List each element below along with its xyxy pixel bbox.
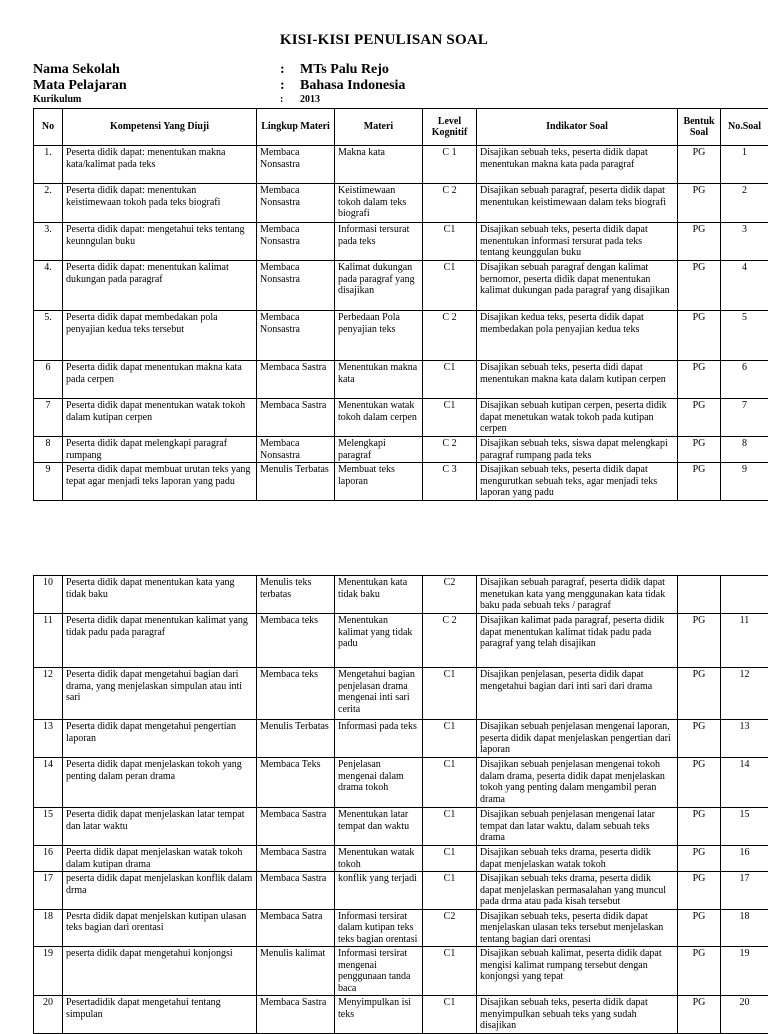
cell-kompetensi: peserta didik dapat menjelaskan konflik dalam drma — [63, 872, 257, 910]
cell-materi: Menyimpulkan isi teks — [335, 996, 423, 1034]
cell-bentuk: PG — [678, 909, 721, 947]
cell-level: C1 — [423, 947, 477, 996]
cell-lingkup: Menulis teks terbatas — [257, 576, 335, 614]
cell-no-soal: 5 — [721, 311, 768, 361]
cell-no-soal: 19 — [721, 947, 768, 996]
cell-lingkup: Membaca Sastra — [257, 808, 335, 846]
cell-indikator: Disajikan sebuah teks, peserta didik dapat menjelaskan ulasan teks tersebut menjelaskan tentang bagian dari orentasi — [477, 909, 678, 947]
cell-kompetensi: Peserta didik dapat menjelaskan latar tempat dan latar waktu — [63, 808, 257, 846]
header-no: No — [34, 109, 63, 146]
cell-materi: Kalimat dukungan pada paragraf yang disajikan — [335, 261, 423, 311]
cell-materi: Mengetahui bagian penjelasan drama mengenai inti sari cerita — [335, 668, 423, 720]
table-row — [34, 758, 768, 808]
cell-lingkup: Menulis kalimat — [257, 947, 335, 996]
cell-bentuk: PG — [678, 261, 721, 311]
cell-no: 9 — [34, 463, 63, 501]
table-row — [34, 223, 768, 261]
info-colon: : — [280, 78, 285, 94]
cell-materi: Informasi tersirat mengenai penggunaan tanda baca — [335, 947, 423, 996]
cell-level: C1 — [423, 808, 477, 846]
table-row — [34, 720, 768, 758]
cell-bentuk: PG — [678, 668, 721, 720]
cell-no-soal: 12 — [721, 668, 768, 720]
cell-no: 15 — [34, 808, 63, 846]
header-level-kognitif: Level Kognitif — [423, 109, 477, 146]
cell-kompetensi: Peserta didik dapat menentukan watak tokoh dalam kutipan cerpen — [63, 399, 257, 437]
table-row — [34, 576, 768, 614]
table-row — [34, 399, 768, 437]
cell-level: C1 — [423, 261, 477, 311]
cell-no: 10 — [34, 576, 63, 614]
cell-no: 20 — [34, 996, 63, 1034]
cell-bentuk: PG — [678, 614, 721, 668]
cell-bentuk: PG — [678, 437, 721, 463]
cell-no: 8 — [34, 437, 63, 463]
cell-materi: konflik yang terjadi — [335, 872, 423, 910]
cell-indikator: Disajikan sebuah teks, siswa dapat melengkapi paragraf rumpang pada teks — [477, 437, 678, 463]
cell-no: 12 — [34, 668, 63, 720]
cell-kompetensi: Peserta didik dapat menentukan kalimat yang tidak padu pada paragraf — [63, 614, 257, 668]
cell-no: 4. — [34, 261, 63, 311]
cell-bentuk: PG — [678, 361, 721, 399]
cell-indikator: Disajikan sebuah penjelasan mengenai laporan, peserta didik dapat menjelaskan pengertian dari laporan — [477, 720, 678, 758]
table-row — [34, 808, 768, 846]
info-value: Bahasa Indonesia — [300, 78, 405, 94]
cell-bentuk: PG — [678, 720, 721, 758]
cell-kompetensi: Peserta didik dapat mengetahui pengertian laporan — [63, 720, 257, 758]
cell-lingkup: Membaca Nonsastra — [257, 437, 335, 463]
cell-indikator: Disajikan sebuah penjelasan mengenai tokoh dalam drama, peserta didik dapat menjelaskan tokoh yang penting dalam mengambil peran drama — [477, 758, 678, 808]
cell-no: 6 — [34, 361, 63, 399]
document-title: KISI-KISI PENULISAN SOAL — [0, 32, 768, 49]
cell-kompetensi: Peserta didik dapat menentukan kata yang tidak baku — [63, 576, 257, 614]
cell-no: 13 — [34, 720, 63, 758]
cell-indikator: Disajikan sebuah penjelasan mengenai latar tempat dan latar waktu, dalam sebuah teks drama — [477, 808, 678, 846]
header-bentuk-soal: Bentuk Soal — [678, 109, 721, 146]
info-value: MTs Palu Rejo — [300, 62, 389, 78]
cell-lingkup: Membaca Nonsastra — [257, 223, 335, 261]
cell-kompetensi: Peserta didik dapat: mengetahui teks tentang keunngulan buku — [63, 223, 257, 261]
cell-lingkup: Membaca Nonsastra — [257, 184, 335, 223]
cell-indikator: Disajikan sebuah paragraf, peserta didik dapat menetukan kata yang menggunakan kata tidak baku pada sebuah teks / paragraf — [477, 576, 678, 614]
cell-no-soal: 11 — [721, 614, 768, 668]
info-colon: : — [280, 62, 285, 78]
cell-lingkup: Membaca Sastra — [257, 846, 335, 872]
header-indikator-soal: Indikator Soal — [477, 109, 678, 146]
cell-lingkup: Membaca Sastra — [257, 872, 335, 910]
cell-no-soal: 2 — [721, 184, 768, 223]
table-row — [34, 463, 768, 501]
cell-level: C 2 — [423, 184, 477, 223]
cell-level: C1 — [423, 399, 477, 437]
cell-kompetensi: Peserta didik dapat membuat urutan teks yang tepat agar menjadi teks laporan yang padu — [63, 463, 257, 501]
cell-lingkup: Membaca Sastra — [257, 996, 335, 1034]
table-row — [34, 846, 768, 872]
cell-level: C 2 — [423, 437, 477, 463]
cell-materi: Penjelasan mengenai dalam drama tokoh — [335, 758, 423, 808]
cell-kompetensi: Peserta didik dapat membedakan pola penyajian kedua teks tersebut — [63, 311, 257, 361]
table-row — [34, 261, 768, 311]
cell-lingkup: Membaca teks — [257, 668, 335, 720]
cell-indikator: Disajikan sebuah teks drama, peserta didik dapat menjelaskan watak tokoh — [477, 846, 678, 872]
cell-level: C1 — [423, 846, 477, 872]
info-colon: : — [280, 94, 283, 105]
cell-kompetensi: Peserta didik dapat: menentukan kalimat dukungan pada paragraf — [63, 261, 257, 311]
cell-indikator: Disajikan sebuah paragraf, peserta didik dapat menentukan keistimewaan dalam teks biografi — [477, 184, 678, 223]
info-label: Mata Pelajaran — [33, 78, 127, 94]
info-value: 2013 — [300, 94, 320, 105]
cell-no-soal: 8 — [721, 437, 768, 463]
cell-level: C1 — [423, 758, 477, 808]
cell-bentuk: PG — [678, 223, 721, 261]
cell-no: 5. — [34, 311, 63, 361]
table-row — [34, 996, 768, 1034]
cell-indikator: Disajikan sebuah teks drama, peserta didik dapat menjelaskan permasalahan yang muncul pada drma atau pada kisah tersebut — [477, 872, 678, 910]
cell-no: 1. — [34, 146, 63, 184]
table-row — [34, 668, 768, 720]
cell-bentuk: PG — [678, 463, 721, 501]
cell-no: 14 — [34, 758, 63, 808]
cell-kompetensi: Peserta didik dapat menentukan makna kata pada cerpen — [63, 361, 257, 399]
info-label: Nama Sekolah — [33, 62, 120, 78]
cell-level: C 2 — [423, 311, 477, 361]
cell-indikator: Disajikan sebuah paragraf dengan kalimat bernomor, peserta didik dapat menentukan kalimat dukungan pada paragraf yang disajikan — [477, 261, 678, 311]
cell-lingkup: Membaca Sastra — [257, 399, 335, 437]
cell-materi: Informasi tersirat dalam kutipan teks teks bagian orentasi — [335, 909, 423, 947]
cell-indikator: Disajikan penjelasan, peserta didik dapat mengetahui bagian dari inti sari dari drama — [477, 668, 678, 720]
cell-bentuk — [678, 576, 721, 614]
cell-no-soal: 15 — [721, 808, 768, 846]
cell-no-soal: 17 — [721, 872, 768, 910]
cell-indikator: Disajikan sebuah teks, peserta didik dapat menyimpulkan sebuah teks yang sudah disajikan — [477, 996, 678, 1034]
cell-kompetensi: peserta didik dapat mengetahui konjongsi — [63, 947, 257, 996]
cell-level: C 3 — [423, 463, 477, 501]
table-row — [34, 872, 768, 910]
cell-materi: Menentukan kalimat yang tidak padu — [335, 614, 423, 668]
cell-bentuk: PG — [678, 184, 721, 223]
cell-materi: Melengkapi paragraf — [335, 437, 423, 463]
cell-kompetensi: Peserta didik dapat menjelaskan tokoh yang penting dalam peran drama — [63, 758, 257, 808]
cell-lingkup: Menulis Terbatas — [257, 720, 335, 758]
cell-materi: Membuat teks laporan — [335, 463, 423, 501]
cell-materi: Menentukan watak tokoh — [335, 846, 423, 872]
cell-kompetensi: Peerta didik dapat menjelaskan watak tokoh dalam kutipan drama — [63, 846, 257, 872]
cell-indikator: Disajikan sebuah teks, peserta didik dapat menentukan makna kata pada paragraf — [477, 146, 678, 184]
cell-indikator: Disajikan sebuah teks, peserta didik dapat mengurutkan sebuah teks, agar menjadi teks laporan yang padu — [477, 463, 678, 501]
cell-no: 11 — [34, 614, 63, 668]
cell-no-soal: 14 — [721, 758, 768, 808]
cell-no-soal: 6 — [721, 361, 768, 399]
cell-materi: Informasi pada teks — [335, 720, 423, 758]
cell-lingkup: Membaca Nonsastra — [257, 261, 335, 311]
table-header-row — [34, 109, 768, 146]
cell-indikator: Disajikan sebuah teks, peserta didik dapat menentukan informasi tersurat pada teks tentang keunggulan buku — [477, 223, 678, 261]
cell-no: 18 — [34, 909, 63, 947]
cell-no-soal — [721, 576, 768, 614]
cell-no-soal: 13 — [721, 720, 768, 758]
cell-materi: Menentukan makna kata — [335, 361, 423, 399]
table-row — [34, 614, 768, 668]
table-row — [34, 184, 768, 223]
cell-indikator: Disajikan sebuah kutipan cerpen, peserta didik dapat menetukan watak tokoh pada kutipan cerpen — [477, 399, 678, 437]
cell-kompetensi: Peserta didik dapat melengkapi paragraf rumpang — [63, 437, 257, 463]
cell-level: C1 — [423, 223, 477, 261]
cell-no: 19 — [34, 947, 63, 996]
cell-lingkup: Membaca Sastra — [257, 361, 335, 399]
cell-no: 16 — [34, 846, 63, 872]
cell-level: C1 — [423, 668, 477, 720]
cell-lingkup: Membaca teks — [257, 614, 335, 668]
cell-bentuk: PG — [678, 758, 721, 808]
cell-kompetensi: Pesrta didik dapat menjelskan kutipan ulasan teks bagian dari orentasi — [63, 909, 257, 947]
cell-no-soal: 18 — [721, 909, 768, 947]
cell-no-soal: 7 — [721, 399, 768, 437]
cell-lingkup: Menulis Terbatas — [257, 463, 335, 501]
table-row — [34, 947, 768, 996]
cell-no-soal: 16 — [721, 846, 768, 872]
cell-bentuk: PG — [678, 808, 721, 846]
cell-no: 3. — [34, 223, 63, 261]
cell-materi: Keistimewaan tokoh dalam teks biografi — [335, 184, 423, 223]
table-row — [34, 146, 768, 184]
cell-no-soal: 20 — [721, 996, 768, 1034]
cell-kompetensi: Pesertadidik dapat mengetahui tentang simpulan — [63, 996, 257, 1034]
cell-level: C2 — [423, 909, 477, 947]
cell-bentuk: PG — [678, 146, 721, 184]
cell-level: C1 — [423, 361, 477, 399]
cell-lingkup: Membaca Teks — [257, 758, 335, 808]
cell-materi: Menentukan watak tokoh dalam cerpen — [335, 399, 423, 437]
cell-bentuk: PG — [678, 846, 721, 872]
cell-level: C 1 — [423, 146, 477, 184]
cell-no-soal: 4 — [721, 261, 768, 311]
cell-no: 17 — [34, 872, 63, 910]
cell-materi: Informasi tersurat pada teks — [335, 223, 423, 261]
cell-kompetensi: Peserta didik dapat: menentukan keistimewaan tokoh pada teks biografi — [63, 184, 257, 223]
cell-kompetensi: Peserta didik dapat mengetahui bagian dari drama, yang menjelaskan simpulan atau inti sari — [63, 668, 257, 720]
cell-level: C2 — [423, 576, 477, 614]
header-no-soal: No.Soal — [721, 109, 768, 146]
cell-no-soal: 1 — [721, 146, 768, 184]
cell-no: 7 — [34, 399, 63, 437]
cell-bentuk: PG — [678, 399, 721, 437]
table-row — [34, 361, 768, 399]
cell-lingkup: Membaca Satra — [257, 909, 335, 947]
cell-materi: Makna kata — [335, 146, 423, 184]
header-materi: Materi — [335, 109, 423, 146]
cell-bentuk: PG — [678, 311, 721, 361]
header-kompetensi: Kompetensi Yang Diuji — [63, 109, 257, 146]
table-row — [34, 311, 768, 361]
cell-level: C1 — [423, 872, 477, 910]
cell-indikator: Disajikan kedua teks, peserta didik dapat membedakan pola penyajian kedua teks — [477, 311, 678, 361]
kisi-kisi-table-part-2 — [33, 575, 768, 1034]
table-row — [34, 437, 768, 463]
cell-level: C 2 — [423, 614, 477, 668]
kisi-kisi-table-part-1 — [33, 108, 768, 501]
cell-materi: Perbedaan Pola penyajian teks — [335, 311, 423, 361]
cell-no-soal: 3 — [721, 223, 768, 261]
table-row — [34, 909, 768, 947]
cell-indikator: Disajikan sebuah teks, peserta didi dapat menentukan makna kata dalam kutipan cerpen — [477, 361, 678, 399]
cell-bentuk: PG — [678, 872, 721, 910]
cell-indikator: Disajikan kalimat pada paragraf, peserta didik dapat menentukan kalimat tidak padu pada paragraf yang telah disajikan — [477, 614, 678, 668]
cell-level: C1 — [423, 996, 477, 1034]
info-label: Kurikulum — [33, 94, 81, 105]
cell-bentuk: PG — [678, 996, 721, 1034]
cell-materi: Menentukan latar tempat dan waktu — [335, 808, 423, 846]
cell-kompetensi: Peserta didik dapat: menentukan makna kata/kalimat pada teks — [63, 146, 257, 184]
cell-lingkup: Membaca Nonsastra — [257, 311, 335, 361]
cell-level: C1 — [423, 720, 477, 758]
cell-bentuk: PG — [678, 947, 721, 996]
cell-no: 2. — [34, 184, 63, 223]
cell-lingkup: Membaca Nonsastra — [257, 146, 335, 184]
header-lingkup-materi: Lingkup Materi — [257, 109, 335, 146]
cell-indikator: Disajikan sebuah kalimat, peserta didik dapat mengisi kalimat rumpang tersebut dengan konjongsi yang tepat — [477, 947, 678, 996]
cell-no-soal: 9 — [721, 463, 768, 501]
cell-materi: Menentukan kata tidak baku — [335, 576, 423, 614]
